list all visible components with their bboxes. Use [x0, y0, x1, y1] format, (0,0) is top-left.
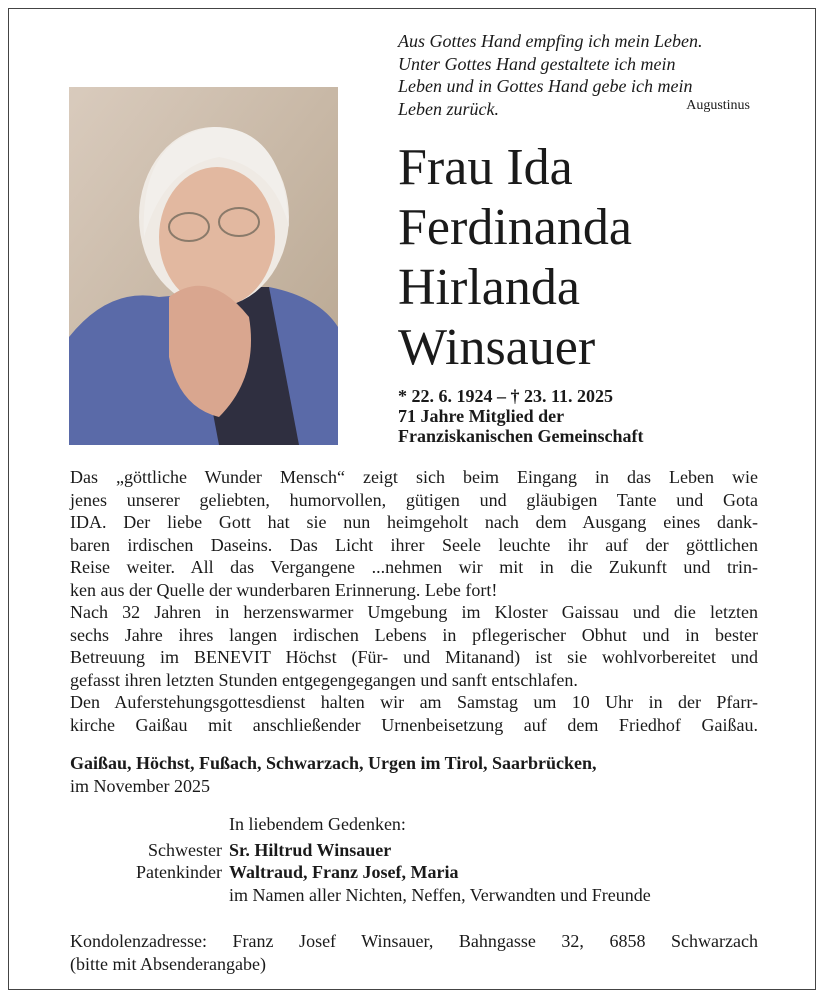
mourner-names: Sr. Hiltrud Winsauer — [229, 840, 392, 860]
body-line: Betreuung im BENEVIT Höchst (Für- und Mitanand) ist sie wohlvorbereitet und — [70, 647, 758, 667]
portrait-photo — [69, 87, 338, 445]
name-line: Winsauer — [398, 319, 596, 376]
body-line: ken aus der Quelle der wunderbaren Erinnerung. Lebe fort! — [70, 579, 498, 600]
body-line: Reise weiter. All das Vergangene ...nehmen wir mit in die Zukunft und trin- — [70, 557, 758, 577]
mourners-intro: In liebendem Gedenken: — [229, 814, 406, 834]
body-line: Das „göttliche Wunder Mensch“ zeigt sich beim Eingang in das Leben wie — [70, 467, 758, 487]
life-dates-block — [398, 386, 644, 446]
condolence-note: (bitte mit Absenderangabe) — [70, 953, 266, 974]
body-line: sechs Jahre ihres langen irdischen Lebens in pflegerischer Obhut und in bester — [70, 624, 758, 645]
deceased-name — [398, 138, 632, 378]
quote-line: Aus Gottes Hand empfing ich mein Leben. — [398, 31, 703, 51]
quote-line: Leben zurück. — [398, 98, 499, 119]
body-line: IDA. Der liebe Gott hat sie nun heimgeholt nach dem Ausgang eines dank- — [70, 512, 758, 532]
body-line: Den Auferstehungsgottesdienst halten wir am Samstag um 10 Uhr in der Pfarr- — [70, 692, 758, 712]
membership-line: 71 Jahre Mitglied der — [398, 406, 565, 426]
name-line: Ferdinanda — [398, 199, 632, 256]
body-line: gefasst ihren letzten Stunden entgegengegangen und sanft entschlafen. — [70, 669, 578, 690]
places-block — [70, 752, 597, 797]
name-line: Hirlanda — [398, 259, 580, 316]
quote-line: Leben und in Gottes Hand gebe ich mein — [398, 76, 693, 96]
body-line: jenes unserer geliebten, humorvollen, gütigen und gläubigen Tante und Gota — [70, 489, 758, 510]
body-line: baren irdischen Daseins. Das Licht ihrer Seele leuchte ihr auf der göttlichen — [70, 534, 758, 555]
date-line: im November 2025 — [70, 775, 210, 796]
mourner-label: Schwester — [148, 840, 222, 860]
mourners-closing: im Namen aller Nichten, Neffen, Verwandten und Freunde — [229, 885, 651, 905]
membership-line: Franziskanischen Gemeinschaft — [398, 426, 644, 446]
mourner-names: Waltraud, Franz Josef, Maria — [229, 862, 459, 882]
body-line: kirche Gaißau mit anschließender Urnenbeisetzung auf dem Friedhof Gaißau. — [70, 714, 758, 735]
life-dates: * 22. 6. 1924 – † 23. 11. 2025 — [398, 386, 614, 406]
name-line: Frau Ida — [398, 139, 573, 196]
mourner-label: Patenkinder — [136, 862, 222, 882]
obituary-text — [70, 466, 758, 736]
quote-line: Unter Gottes Hand gestaltete ich mein — [398, 53, 676, 74]
quote-author: Augustinus — [686, 98, 750, 113]
condolence-block — [70, 930, 758, 975]
condolence-address: Kondolenzadresse: Franz Josef Winsauer, Bahngasse 32, 6858 Schwarzach — [70, 931, 758, 951]
body-line: Nach 32 Jahren in herzenswarmer Umgebung im Kloster Gaissau und die letzten — [70, 602, 758, 622]
places: Gaißau, Höchst, Fußach, Schwarzach, Urgen im Tirol, Saarbrücken, — [70, 753, 597, 773]
